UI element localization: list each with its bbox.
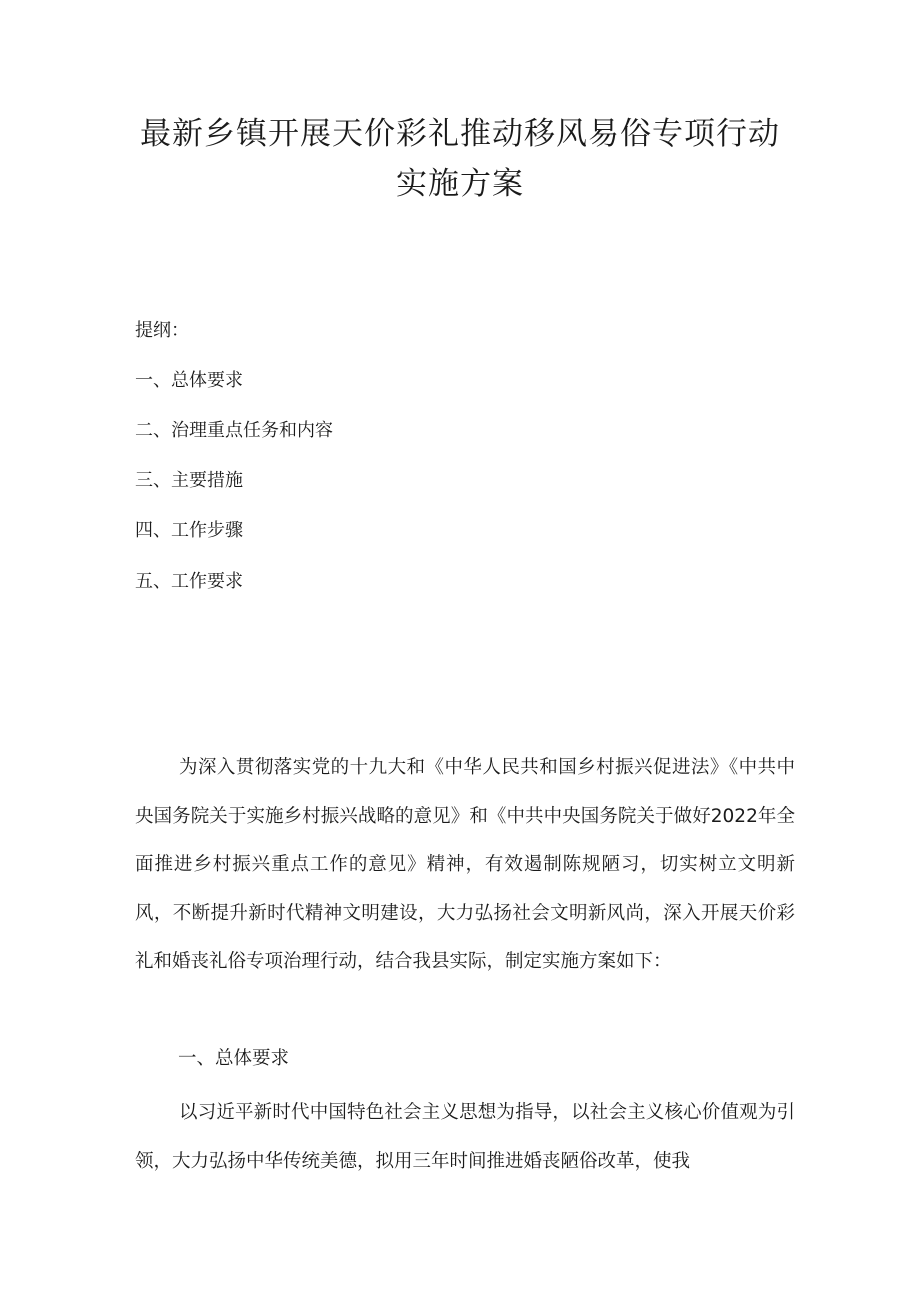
intro-paragraph: 为深入贯彻落实党的十九大和《中华人民共和国乡村振兴促进法》《中共中央国务院关于实施乡村振兴战略的意见》和《中共中央国务院关于做好2022年全面推进乡村振兴重点工作的意见》精神，有效遏制陈规陋习，切实树立文明新风，不断提升新时代精神文明建设，大力弘扬社会文明新风尚，深入开展天价彩礼和婚丧礼俗专项治理行动，结合我县实际，制定实施方案如下： xyxy=(135,757,795,973)
outline-item: 四、工作步骤 xyxy=(135,520,243,541)
document-title-line-1: 最新乡镇开展天价彩礼推动移风易俗专项行动 xyxy=(140,116,780,152)
section-paragraph: 以习近平新时代中国特色社会主义思想为指导，以社会主义核心价值观为引领，大力弘扬中华传统美德，拟用三年时间推进婚丧陋俗改革，使我 xyxy=(135,1102,795,1172)
document-title-line-2: 实施方案 xyxy=(396,166,524,202)
outline-item: 一、总体要求 xyxy=(135,370,243,391)
outline-item: 五、工作要求 xyxy=(135,571,243,592)
outline-item: 二、治理重点任务和内容 xyxy=(135,420,333,441)
section-heading: 一、总体要求 xyxy=(178,1048,290,1069)
outline-label: 提纲： xyxy=(135,320,189,341)
outline-item: 三、主要措施 xyxy=(135,470,243,491)
